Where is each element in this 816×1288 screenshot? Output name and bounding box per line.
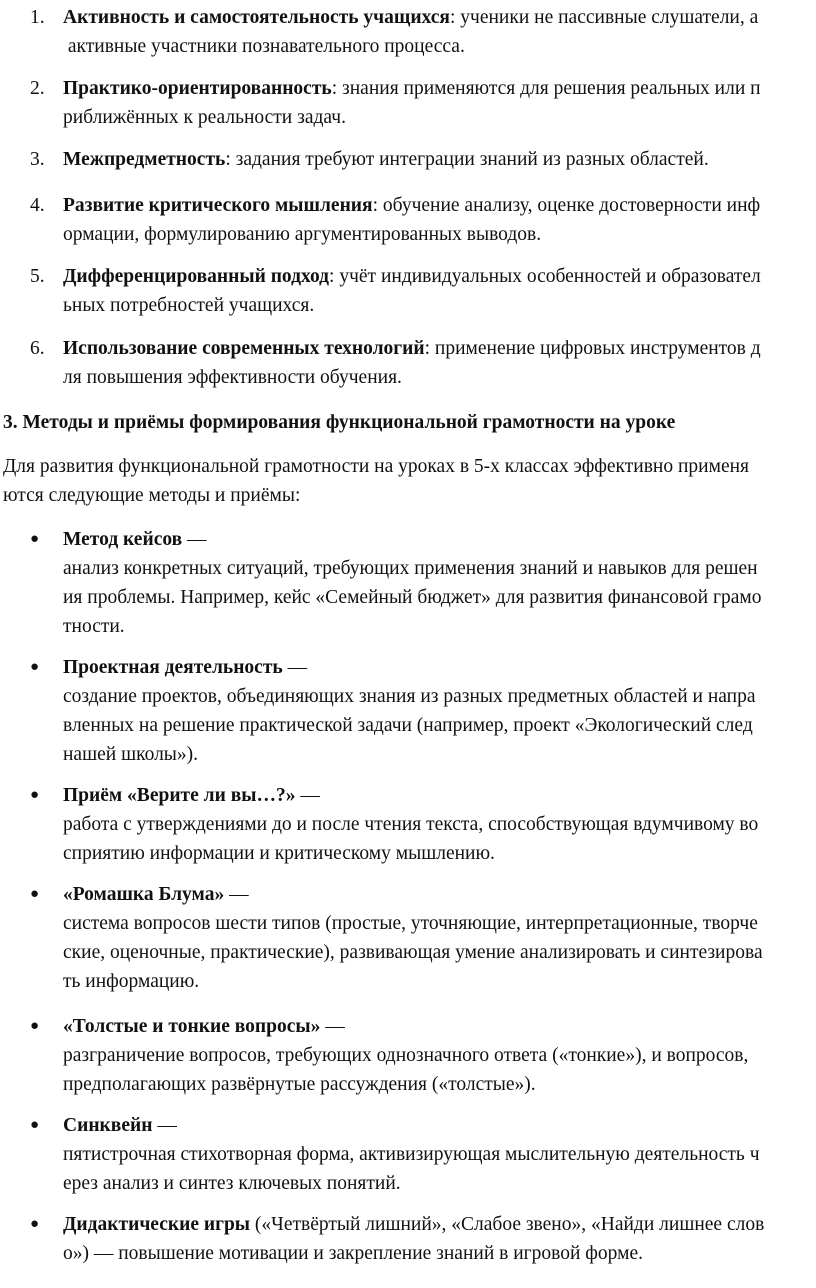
list-number: 5.: [30, 266, 45, 287]
bullet-term: Дидактические игры: [63, 1214, 251, 1235]
bullet-text: пятистрочная стихотворная форма, активизирующая мыслительную деятельность ч: [63, 1144, 760, 1165]
paragraph-line: Для развития функциональной грамотности на уроках в 5-х классах эффективно применя: [3, 456, 749, 477]
bullet-text: нашей школы»).: [63, 744, 199, 765]
bullet-icon: ●: [30, 659, 40, 675]
bullet-text: предполагающих развёрнутые рассуждения («толстые»).: [63, 1074, 536, 1095]
bullet-text: тности.: [63, 616, 125, 637]
list-term: Развитие критического мышления: [63, 195, 373, 216]
bullet-term: Метод кейсов: [63, 529, 183, 550]
paragraph-line: ются следующие методы и приёмы:: [3, 485, 301, 506]
bullet-text: ия проблемы. Например, кейс «Семейный бюджет» для развития финансовой грамо: [63, 587, 762, 608]
list-number: 2.: [30, 78, 45, 99]
bullet-text: вленных на решение практической задачи (например, проект «Экологический след: [63, 715, 753, 736]
bullet-icon: ●: [30, 1117, 40, 1133]
list-text: активные участники познавательного процесса.: [63, 36, 465, 57]
list-term: Межпредметность: [63, 149, 226, 170]
bullet-text: ерез анализ и синтез ключевых понятий.: [63, 1173, 401, 1194]
list-text: : знания применяются для решения реальных или п: [331, 78, 761, 99]
list-text: : ученики не пассивные слушатели, а: [449, 7, 759, 28]
bullet-term: Приём «Верите ли вы…?»: [63, 785, 296, 806]
bullet-text: ские, оценочные, практические), развивающая умение анализировать и синтезирова: [63, 942, 763, 963]
list-term: Практико-ориентированность: [63, 78, 332, 99]
list-term: Использование современных технологий: [63, 338, 425, 359]
list-text: : обучение анализу, оценке достоверности инф: [372, 195, 761, 216]
list-text: ьных потребностей учащихся.: [63, 295, 315, 316]
bullet-text: анализ конкретных ситуаций, требующих применения знаний и навыков для решен: [63, 558, 758, 579]
list-text: : задания требуют интеграции знаний из разных областей.: [225, 149, 709, 170]
list-number: 1.: [30, 7, 45, 28]
list-number: 6.: [30, 338, 45, 359]
bullet-icon: ●: [30, 787, 40, 803]
document-page: 1. Активность и самостоятельность учащихся: ученики не пассивные слушатели, а активные участники познавательного процесса. 2. Практико-ориентированность: знания применяются для решения реальных или п риближённых к реальности задач. 3. Межпредметность: задания требуют интеграции знаний из разных областей. 4. Развитие критического мышления: обучение анализу, оценке достоверности инф ормации, формулированию аргументированных выводов. 5. Дифференцированный подход: учёт индивидуальных особенностей и образовател ьных потребностей учащихся. 6. Использование современных технологий: применение цифровых инструментов д ля повышения эффективности обучения. 3. Методы и приёмы формирования функциональной грамотности на уроке Для развития функциональной грамотности на уроках в 5-х классах эффективно применя ются следующие методы и приёмы: ● Метод кейсов — анализ конкретных ситуаций, требующих применения знаний и навыков для решен ия проблемы. Например, кейс «Семейный бюджет» для развития финансовой грамо тности. ● Проектная деятельность — создание проектов, объединяющих знания из разных предметных областей и напра вленных на решение практической задачи (например, проект «Экологический след нашей школы»). ● Приём «Верите ли вы…?» — работа с утверждениями до и после чтения текста, способствующая вдумчивому во сприятию информации и критическому мышлению. ● «Ромашка Блума» — система вопросов шести типов (простые, уточняющие, интерпретационные, творче ские, оценочные, практические), развивающая умение анализировать и синтезирова ть информацию. ● «Толстые и тонкие вопросы» — разграничение вопросов, требующих однозначного ответа («тонкие»), и вопросов, предполагающих развёрнутые рассуждения («толстые»). ● Синквейн — пятистрочная стихотворная форма, активизирующая мыслительную деятельность ч ерез анализ и синтез ключевых понятий. ● Дидактические игры («Четвёртый лишний», «Слабое звено», «Найди лишнее слов о») — повышение мотивации и закрепление знаний в игровой форме.: [0, 0, 816, 1288]
bullet-icon: ●: [30, 886, 40, 902]
bullet-text: разграничение вопросов, требующих однозначного ответа («тонкие»), и вопросов,: [63, 1045, 749, 1066]
bullet-text: ть информацию.: [63, 971, 200, 992]
list-text: : учёт индивидуальных особенностей и образовател: [329, 266, 761, 287]
bullet-term: «Ромашка Блума»: [63, 884, 225, 905]
bullet-icon: ●: [30, 1216, 40, 1232]
list-text: ля повышения эффективности обучения.: [63, 367, 402, 388]
list-text: : применение цифровых инструментов д: [424, 338, 761, 359]
list-text: ормации, формулированию аргументированных выводов.: [63, 224, 542, 245]
bullet-icon: ●: [30, 1018, 40, 1034]
list-term: Активность и самостоятельность учащихся: [63, 7, 450, 28]
list-number: 3.: [30, 149, 45, 170]
bullet-text: создание проектов, объединяющих знания из разных предметных областей и напра: [63, 686, 756, 707]
bullet-icon: ●: [30, 531, 40, 547]
bullet-term: Синквейн: [63, 1115, 153, 1136]
bullet-term: Проектная деятельность: [63, 657, 283, 678]
list-number: 4.: [30, 195, 45, 216]
bullet-text: система вопросов шести типов (простые, уточняющие, интерпретационные, творче: [63, 913, 758, 934]
bullet-term: «Толстые и тонкие вопросы»: [63, 1016, 321, 1037]
bullet-text: о») — повышение мотивации и закрепление знаний в игровой форме.: [63, 1243, 643, 1264]
list-text: риближённых к реальности задач.: [63, 107, 346, 128]
list-term: Дифференцированный подход: [63, 266, 330, 287]
bullet-text: сприятию информации и критическому мышлению.: [63, 843, 495, 864]
section-heading: 3. Методы и приёмы формирования функциональной грамотности на уроке: [3, 412, 676, 433]
bullet-text: работа с утверждениями до и после чтения текста, способствующая вдумчивому во: [63, 814, 759, 835]
